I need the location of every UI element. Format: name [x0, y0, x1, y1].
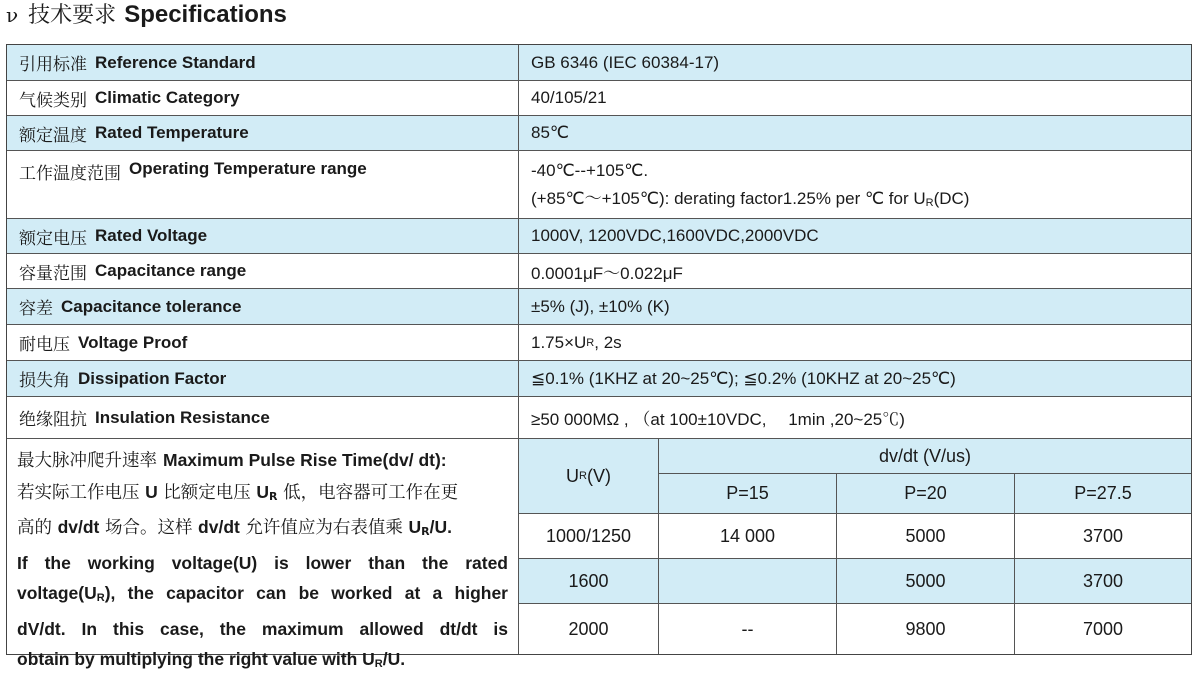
dvdt-cell-ur: 2000: [519, 604, 659, 654]
spec-row-operating-temperature: [7, 151, 1191, 219]
spec-label: 工作温度范围 Operating Temperature range: [7, 151, 519, 218]
spec-row-insulation-resistance: [7, 397, 1191, 439]
spec-label: 耐电压 Voltage Proof: [7, 325, 519, 360]
spec-row-capacitance-range: [7, 254, 1191, 289]
dvdt-cell: 14 000: [659, 514, 837, 559]
spec-row-reference-standard: [7, 45, 1191, 81]
specifications-table: [6, 44, 1192, 670]
pulse-zh-line: 高的 dv/dt 场合。这样 dv/dt 允许值应为右表值乘 $U_R/U$.: [17, 517, 453, 538]
spec-row-capacitance-tolerance: [7, 289, 1191, 325]
spec-value: 85℃: [531, 123, 570, 142]
dvdt-cell: 5000: [837, 514, 1015, 559]
spec-value: 40/105/21: [531, 88, 607, 107]
spec-label: 容量范围 Capacitance range: [7, 254, 519, 288]
spec-label: 额定电压 Rated Voltage: [7, 219, 519, 253]
dvdt-cell: 5000: [837, 559, 1015, 604]
spec-label: 损失角 Dissipation Factor: [7, 361, 519, 396]
pulse-title: 最大脉冲爬升速率 Maximum Pulse Rise Time(dv/ dt):: [17, 450, 447, 471]
spec-label: 绝缘阻抗 Insulation Resistance: [7, 397, 519, 438]
spec-value: 1.75×U R , 2s: [531, 332, 622, 352]
dvdt-table: [519, 439, 1191, 654]
spec-row-dissipation-factor: [7, 361, 1191, 397]
dvdt-cell: 9800: [837, 604, 1015, 654]
spec-row-rated-voltage: [7, 219, 1191, 254]
dvdt-header: dv/dt (V/us): [659, 439, 1191, 474]
spec-row-voltage-proof: [7, 325, 1191, 361]
spec-row-rated-temperature: [7, 116, 1191, 151]
section-title: [6, 0, 287, 30]
dvdt-header-ur: U R (V): [519, 439, 659, 514]
spec-label: 引用标准 Reference Standard: [7, 45, 519, 80]
spec-value: 0.0001μF～0.022μF: [531, 263, 683, 283]
dvdt-cell: --: [659, 604, 837, 654]
spec-value-line: -40℃--+105℃.: [531, 161, 649, 180]
spec-value: 1000V, 1200VDC,1600VDC,2000VDC: [531, 226, 819, 245]
spec-value: [519, 151, 1191, 218]
pulse-en-line: $voltage(U_R)$, the capacitor can be worked at a higher: [17, 583, 508, 604]
dvdt-header-p275: P=27.5: [1015, 474, 1191, 514]
spec-label: 容差 Capacitance tolerance: [7, 289, 519, 324]
spec-value: GB 6346 (IEC 60384-17): [531, 52, 720, 72]
dvdt-header-p20: P=20: [837, 474, 1015, 514]
pulse-en-line: obtain by multiplying the right value with $U_R/U$.: [17, 649, 406, 670]
dvdt-cell-ur: 1000/1250: [519, 514, 659, 559]
section-title-zh: 技术要求: [28, 3, 117, 28]
spec-value-line: (+85℃～+105℃): derating factor1.25% per ℃ for $U_R(DC)$: [531, 189, 970, 209]
dvdt-cell: 3700: [1015, 559, 1191, 604]
spec-label: 气候类别 Climatic Category: [7, 81, 519, 115]
dvdt-header-p15: P=15: [659, 474, 837, 514]
dvdt-cell: 3700: [1015, 514, 1191, 559]
spec-label: 额定温度 Rated Temperature: [7, 116, 519, 150]
pulse-description: [7, 439, 519, 670]
spec-value: ≦0.1% (1KHZ at 20~25℃); ≦0.2% (10KHZ at 20~25℃): [531, 368, 956, 388]
pulse-en-line: If the working voltage(U) is lower than the rated: [17, 552, 508, 573]
spec-row-pulse-rise-time: [7, 439, 1191, 670]
bullet-icon: ν: [6, 3, 19, 27]
pulse-en-line: dV/dt. In this case, the maximum allowed dt/dt is: [17, 618, 508, 639]
spec-value: ≥50 000MΩ , （at 100±10VDC, 1min ,20~25℃): [531, 410, 905, 429]
dvdt-cell: 7000: [1082, 618, 1124, 639]
spec-row-climatic-category: [7, 81, 1191, 116]
dvdt-cell: [659, 559, 837, 604]
pulse-zh-line: 若实际工作电压 U 比额定电压 $U_R$ 低，电容器可工作在更: [17, 481, 459, 503]
spec-value: ±5% (J), ±10% (K): [531, 296, 670, 316]
dvdt-cell-ur: 1600: [519, 559, 659, 604]
section-title-en: Specifications: [124, 1, 287, 28]
